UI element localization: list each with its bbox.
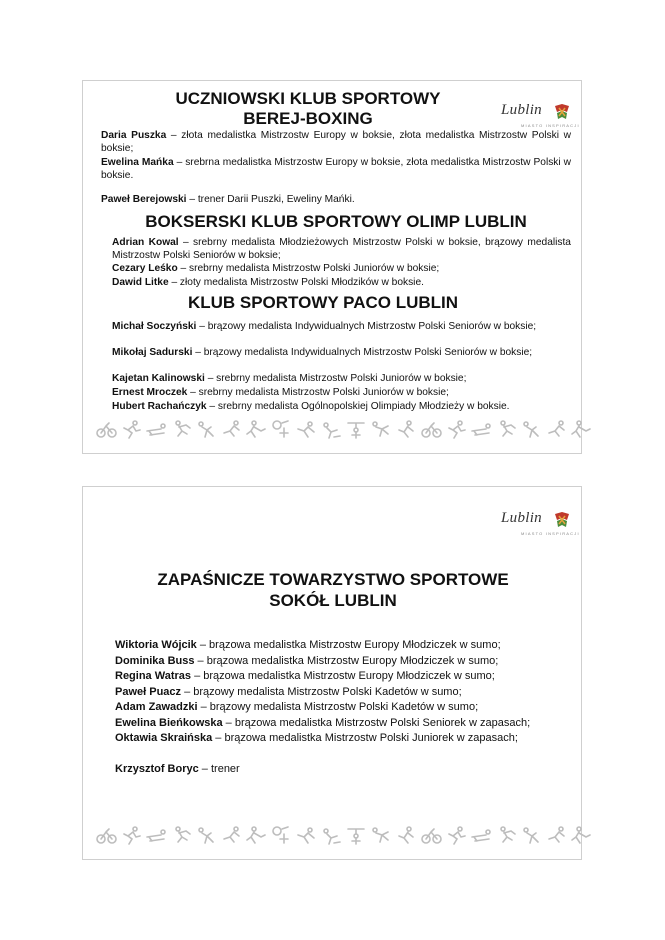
athlete-name: Daria Puszka (101, 130, 167, 141)
sport-pictogram-icon (520, 825, 542, 850)
sport-pictogram-icon (170, 419, 192, 444)
coach-role: – trener Darii Puszki, Eweliny Mańki. (186, 194, 355, 205)
sport-pictogram-icon (270, 419, 292, 444)
athlete-achievement: – brązowy medalista Indywidualnych Mistrzostw Polski Seniorów w boksie; (196, 321, 537, 332)
club3-title: KLUB SPORTOWY PACO LUBLIN (187, 293, 459, 312)
sport-pictogram-icon (245, 419, 267, 444)
list-item (115, 700, 555, 716)
athlete-name: Oktawia Skraińska (115, 732, 213, 744)
sport-pictogram-icon (195, 419, 217, 444)
coach-role: – trener (198, 762, 240, 775)
athlete-achievement: – srebrna medalistka Mistrzostw Europy w boksie, złota medalistka Mistrzostw Polski w boksie. (101, 157, 571, 181)
sport-pictogram-icon (395, 825, 417, 850)
lublin-crest-icon (553, 103, 571, 121)
athlete-achievement: – brązowy medalista Indywidualnych Mistrzostw Polski Seniorów w boksie; (192, 347, 533, 358)
sport-pictogram-icon (170, 825, 192, 850)
sport-pictogram-icon (545, 419, 567, 444)
entry (112, 347, 557, 360)
logo-text: Lublin (501, 102, 542, 118)
club2-title: BOKSERSKI KLUB SPORTOWY OLIMP LUBLIN (145, 212, 527, 231)
sport-pictogram-icon (470, 825, 492, 850)
athlete-name: Mikołaj Sadurski (112, 347, 193, 358)
entry (112, 387, 571, 400)
entry (112, 237, 571, 262)
sport-pictogram-icon (320, 825, 342, 850)
entry (101, 130, 571, 155)
athlete-name: Dawid Litke (112, 277, 169, 288)
sport-pictogram-icon (120, 419, 142, 444)
coach-name: Paweł Berejowski (101, 194, 187, 205)
athlete-name: Kajetan Kalinowski (112, 373, 205, 384)
athlete-name: Dominika Buss (115, 654, 195, 667)
sport-pictogram-icon (495, 825, 517, 850)
athlete-list (115, 638, 555, 777)
logo-text: Lublin (501, 510, 542, 526)
sport-pictogram-icon (570, 419, 592, 444)
logo-subtitle: MIASTO INSPIRACJI (521, 123, 580, 128)
club-title-line2: SOKÓŁ LUBLIN (269, 591, 397, 610)
club-title-line1: ZAPAŚNICZE TOWARZYSTWO SPORTOWE (157, 570, 509, 589)
entry (112, 263, 571, 276)
sport-pictogram-icon (95, 419, 117, 444)
athlete-name: Regina Watras (115, 670, 192, 682)
sport-pictogram-icon (320, 419, 342, 444)
sport-pictogram-icon (220, 419, 242, 444)
sport-pictogram-icon (570, 825, 592, 850)
slide-wrestling-club (82, 486, 582, 860)
athlete-name: Ernest Mroczek (112, 387, 188, 398)
entry (112, 373, 571, 386)
sport-pictogram-icon (220, 825, 242, 850)
sport-pictogram-icon (245, 825, 267, 850)
entry (112, 321, 557, 334)
sport-pictogram-icon (195, 825, 217, 850)
athlete-name: Wiktoria Wójcik (115, 639, 197, 651)
list-item (115, 731, 555, 747)
sport-pictogram-icon (295, 419, 317, 444)
athlete-achievement: – złoty medalista Mistrzostw Polski Młodzików w boksie. (168, 277, 424, 288)
athlete-name: Adrian Kowal (112, 237, 179, 248)
athlete-name: Cezary Leśko (112, 263, 178, 274)
athlete-achievement: – srebrny medalista Ogólnopolskiej Olimpiady Młodzieży w boksie. (206, 401, 510, 412)
lublin-logo (501, 101, 580, 131)
sport-pictogram-icon (370, 419, 392, 444)
athlete-name: Paweł Puacz (115, 685, 182, 698)
athlete-achievement: – srebrny medalista Mistrzostw Polski Juniorów w boksie; (177, 263, 440, 274)
sport-pictogram-icon (495, 419, 517, 444)
lublin-crest-icon (553, 511, 571, 529)
sport-pictogram-icon (295, 825, 317, 850)
sport-pictogram-icon (470, 419, 492, 444)
athlete-name: Ewelina Bieńkowska (115, 716, 223, 729)
sport-pictogram-icon (420, 825, 442, 850)
athlete-name: Michał Soczyński (112, 321, 197, 332)
sport-pictogram-icon (395, 419, 417, 444)
list-item (115, 716, 555, 732)
slide-boxing-clubs (82, 80, 582, 454)
sport-pictogram-icon (345, 825, 367, 850)
coach-line (115, 762, 555, 778)
club-title (83, 569, 583, 611)
sport-pictogram-icon (545, 825, 567, 850)
athlete-achievement: – brązowy medalista Mistrzostw Polski Kadetów w sumo; (197, 701, 479, 713)
coach-name: Krzysztof Boryc (115, 762, 199, 775)
club1-title-line1: UCZNIOWSKI KLUB SPORTOWY (175, 89, 441, 108)
entry (112, 277, 571, 290)
athlete-achievement: – brązowy medalista Mistrzostw Polski Kadetów w sumo; (181, 685, 462, 698)
athlete-achievement: – brązowa medalistka Mistrzostw Europy Młodziczek w sumo; (194, 654, 499, 667)
sport-pictogram-icon (445, 825, 467, 850)
athlete-name: Ewelina Mańka (101, 157, 174, 168)
sport-pictogram-icon (520, 419, 542, 444)
athlete-achievement: – złota medalistka Mistrzostw Europy w boksie, złota medalistka Mistrzostw Polski w boksie; (101, 130, 571, 154)
athlete-achievement: – srebrny medalista Młodzieżowych Mistrzostw Polski w boksie, brązowy medalista Mistrzostw Polski Seniorów w boksie; (112, 237, 571, 261)
list-item (115, 685, 555, 701)
sport-pictogram-icon (145, 825, 167, 850)
list-item (115, 669, 555, 685)
sport-pictogram-icon (420, 419, 442, 444)
sport-pictogram-icon (120, 825, 142, 850)
athlete-achievement: – brązowa medalistka Mistrzostw Europy Młodziczek w sumo; (196, 639, 501, 651)
sport-pictogram-icon (95, 825, 117, 850)
sport-pictogram-icon (145, 419, 167, 444)
athlete-achievement: – brązowa medalistka Mistrzostw Polski Juniorek w zapasach; (212, 732, 518, 744)
sport-pictogram-icon (270, 825, 292, 850)
club1-title (143, 89, 473, 129)
entry (101, 157, 571, 182)
club1-title-line2: BEREJ-BOXING (243, 109, 373, 128)
athlete-achievement: – srebrny medalista Mistrzostw Polski Juniorów w boksie; (187, 387, 449, 398)
entry (112, 401, 577, 414)
athlete-name: Adam Zawadzki (115, 701, 198, 713)
sport-pictogram-icon (345, 419, 367, 444)
sport-pictogram-icon (445, 419, 467, 444)
sport-pictogram-icon (370, 825, 392, 850)
sports-pictogram-strip (95, 825, 592, 850)
list-item (115, 638, 555, 654)
logo-subtitle: MIASTO INSPIRACJI (521, 531, 580, 536)
list-item (115, 654, 555, 670)
lublin-logo (501, 509, 580, 539)
athlete-achievement: – srebrny medalista Mistrzostw Polski Juniorów w boksie; (204, 373, 467, 384)
athlete-achievement: – brązowa medalistka Mistrzostw Europy Młodziczek w sumo; (191, 670, 495, 682)
entry (101, 194, 571, 207)
sports-pictogram-strip (95, 419, 592, 444)
athlete-achievement: – brązowa medalistka Mistrzostw Polski Seniorek w zapasach; (222, 716, 531, 729)
athlete-name: Hubert Rachańczyk (112, 401, 207, 412)
